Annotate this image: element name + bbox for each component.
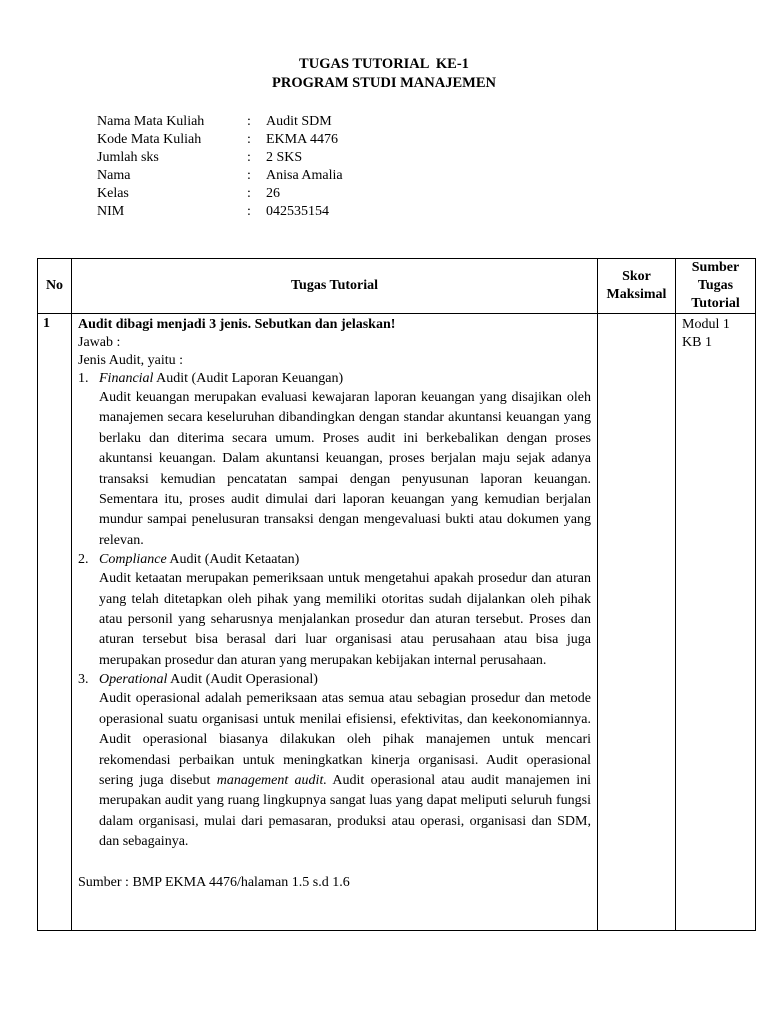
info-label: Kode Mata Kuliah bbox=[97, 132, 202, 147]
list-item-title bbox=[78, 671, 591, 689]
document-title: TUGAS TUTORIAL KE-1 bbox=[299, 56, 469, 72]
student-info-table bbox=[97, 113, 343, 221]
info-value: 26 bbox=[266, 186, 280, 201]
task-content bbox=[72, 314, 598, 931]
info-row bbox=[97, 149, 343, 167]
table-row bbox=[38, 314, 756, 931]
list-item-term: Operational bbox=[99, 672, 168, 688]
list-item-number: 3. bbox=[78, 672, 89, 688]
header-source-line: Tutorial bbox=[691, 296, 740, 311]
info-row bbox=[97, 185, 343, 203]
info-separator: : bbox=[247, 168, 251, 183]
list-item bbox=[78, 671, 595, 852]
info-label: NIM bbox=[97, 204, 125, 219]
list-item-title bbox=[78, 370, 591, 388]
row-number: 1 bbox=[38, 314, 72, 931]
list-item bbox=[78, 551, 591, 671]
spacer bbox=[78, 853, 591, 874]
info-value: Audit SDM bbox=[266, 114, 332, 129]
header-source-line: Tugas bbox=[697, 278, 734, 293]
info-value: Anisa Amalia bbox=[266, 168, 343, 183]
info-value: 2 SKS bbox=[266, 150, 303, 165]
header-no: No bbox=[38, 259, 72, 314]
list-item-text: Audit operasional atau audit manajemen ini merupakan audit yang ruang lingkupnya sangat luas yang dapat meliputi seluruh fungsi dalam organisasi, mulai dari pemasaran, produksi atau operasi, organisasi dan SDM, dan sebagainya. bbox=[99, 772, 595, 850]
list-item bbox=[78, 370, 591, 551]
info-row bbox=[97, 167, 343, 185]
list-item-heading-rest: Audit (Audit Laporan Keuangan) bbox=[153, 371, 344, 386]
info-label: Nama Mata Kuliah bbox=[97, 114, 205, 129]
info-separator: : bbox=[247, 204, 251, 219]
list-item-text: Audit keuangan merupakan evaluasi kewajaran laporan keuangan yang disajikan oleh manajemen secara keseluruhan dibandingkan dengan standar akuntansi keuangan yang berlaku dan diterima secara umum. Proses audit ini berkebalikan dengan proses akuntansi keuangan. Dalam akuntansi keuangan, proses berjalan maju sejak adanya transaksi kemudian pencatatan sampai dengan penyusunan laporan keuangan. Sementara itu, proses audit dimulai dari laporan keuangan yang kemudian berjalan mundur sampai penelusuran transaksi dengan mengevaluasi bukti atau dokumen yang relevan. bbox=[99, 390, 591, 548]
header-task: Tugas Tutorial bbox=[72, 259, 598, 314]
task-table bbox=[37, 258, 756, 931]
header-score-line: Skor bbox=[622, 269, 651, 284]
list-item-heading bbox=[99, 671, 318, 689]
info-value: EKMA 4476 bbox=[266, 132, 338, 147]
source-module: Modul 1 bbox=[682, 317, 730, 332]
list-item-heading-rest: Audit (Audit Ketaatan) bbox=[166, 552, 300, 568]
info-value: 042535154 bbox=[266, 204, 329, 219]
header-score-line: Maksimal bbox=[606, 287, 667, 302]
list-item-title bbox=[78, 551, 591, 569]
info-separator: : bbox=[247, 186, 251, 201]
document-subtitle: PROGRAM STUDI MANAJEMEN bbox=[272, 75, 496, 91]
source-cell bbox=[676, 314, 756, 931]
info-row bbox=[97, 203, 343, 221]
info-separator: : bbox=[247, 132, 251, 147]
info-separator: : bbox=[247, 150, 251, 165]
list-item-emphasis: management audit. bbox=[216, 772, 327, 788]
header-score bbox=[598, 259, 676, 314]
source-kb: KB 1 bbox=[682, 335, 712, 350]
list-item-term: Financial bbox=[99, 371, 154, 386]
info-row bbox=[97, 131, 343, 149]
info-separator: : bbox=[247, 114, 251, 129]
header-source-line: Sumber bbox=[691, 260, 740, 275]
list-item-heading bbox=[99, 551, 299, 569]
info-row bbox=[97, 113, 343, 131]
list-item-number: 1. bbox=[78, 371, 89, 386]
list-item-body bbox=[99, 388, 591, 551]
source-note: Sumber : BMP EKMA 4476/halaman 1.5 s.d 1.6 bbox=[78, 874, 350, 890]
list-item-number: 2. bbox=[78, 552, 89, 568]
answer-intro: Jenis Audit, yaitu : bbox=[78, 353, 183, 368]
info-label: Kelas bbox=[97, 186, 129, 201]
task-table-header-row bbox=[38, 259, 756, 314]
score-cell bbox=[598, 314, 676, 931]
list-item-heading bbox=[99, 370, 343, 388]
answer-label: Jawab : bbox=[78, 335, 121, 350]
header-source bbox=[676, 259, 756, 314]
list-item-text: Audit ketaatan merupakan pemeriksaan untuk mengetahui apakah prosedur dan aturan yang telah ditetapkan oleh pihak yang memiliki otoritas sudah dijalankan oleh pihak atau personil yang seharusnya menjalankan prosedur dan aturan tersebut. Proses dan aturan tersebut bisa berasal dari luar organisasi atau perusahaan atau bisa juga merupakan prosedur dan aturan yang merupakan kebijakan internal perusahaan. bbox=[99, 571, 591, 668]
question-text: Audit dibagi menjadi 3 jenis. Sebutkan dan jelaskan! bbox=[78, 317, 396, 332]
list-item-heading-rest: Audit (Audit Operasional) bbox=[167, 672, 318, 688]
info-label: Jumlah sks bbox=[97, 150, 159, 165]
list-item-text: Audit operasional adalah pemeriksaan atas semua atau sebagian prosedur dan metode operasional suatu organisasi untuk menilai efisiensi, efektivitas, dan keekonomiannya. Audit operasional biasanya dilakukan oleh pihak manajemen untuk mencari rekomendasi perbaikan untuk meningkatkan kinerja organisasi. Audit operasional sering juga disebut bbox=[99, 691, 595, 788]
list-item-term: Compliance bbox=[99, 552, 167, 568]
list-item-body bbox=[99, 569, 591, 671]
list-item-body bbox=[99, 689, 595, 852]
info-label: Nama bbox=[97, 168, 131, 183]
